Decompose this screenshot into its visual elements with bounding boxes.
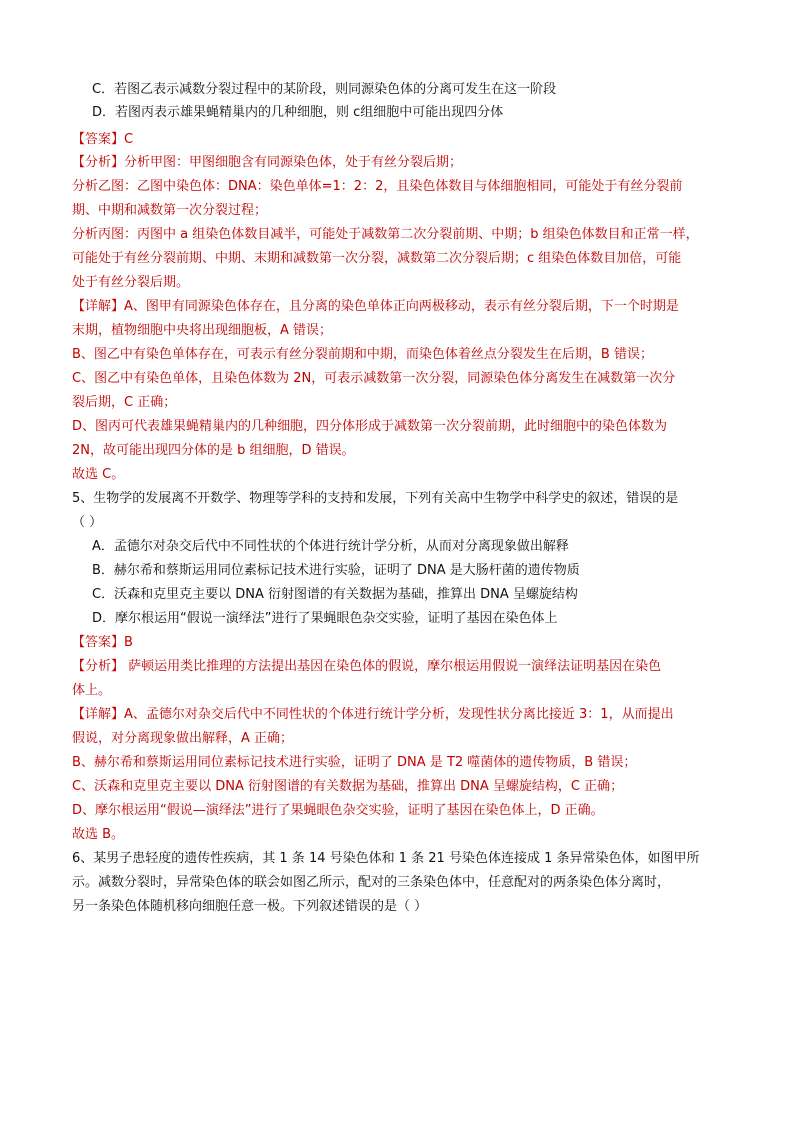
- text-line: 【详解】A、图甲有同源染色体存在，且分离的染色单体正向两极移动，表示有丝分裂后期，下一个时期是: [72, 299, 679, 314]
- text-line: 示。减数分裂时，异常染色体的联会如图乙所示，配对的三条染色体中，任意配对的两条染色体分离时，: [72, 875, 671, 890]
- text-line: D．若图丙表示雄果蝇精巢内的几种细胞，则 c组细胞中可能出现四分体: [92, 105, 504, 120]
- text-line: 【详解】A、孟德尔对杂交后代中不同性状的个体进行统计学分析，发现性状分离比接近 3：1，从而提出: [72, 707, 674, 722]
- text-line: 故选 B。: [72, 827, 125, 842]
- text-line: D．摩尔根运用“假说一演绎法”进行了果蝇眼色杂交实验，证明了基因在染色体上: [92, 611, 558, 626]
- text-line: 2N，故可能出现四分体的是 b 组细胞，D 错误。: [72, 443, 355, 458]
- text-line: B、赫尔希和蔡斯运用同位素标记技术进行实验，证明了 DNA 是 T2 噬菌体的遗传物质，B 错误；: [72, 755, 637, 770]
- text-line: 体上。: [72, 683, 112, 698]
- text-line: C．沃森和克里克主要以 DNA 衍射图谱的有关数据为基础，推算出 DNA 呈螺旋结构: [92, 587, 578, 602]
- text-line: （ ）: [72, 515, 103, 530]
- text-line: 另一条染色体随机移向细胞任意一极。下列叙述错误的是（ ）: [72, 899, 428, 914]
- text-line: B．赫尔希和蔡斯运用同位素标记技术进行实验，证明了 DNA 是大肠杆菌的遗传物质: [92, 563, 580, 578]
- text-line: 分析乙图：乙图中染色体：DNA：染色单体=1：2：2，且染色体数目与体细胞相同，可能处于有丝分裂前: [72, 179, 683, 194]
- text-line: 处于有丝分裂后期。: [72, 275, 190, 290]
- text-line: 【分析】 萨顿运用类比推理的方法提出基因在染色体的假说，摩尔根运用假说一演绎法证明基因在染色: [72, 659, 662, 674]
- text-line: 【答案】C: [72, 132, 134, 147]
- text-line: 【答案】B: [72, 635, 133, 650]
- text-line: A．孟德尔对杂交后代中不同性状的个体进行统计学分析，从而对分离现象做出解释: [92, 539, 569, 554]
- text-line: 分析丙图：丙图中 a 组染色体数目减半，可能处于减数第二次分裂前期、中期；b 组染色体数目和正常一样，: [72, 227, 699, 242]
- text-line: 可能处于有丝分裂前期、中期、末期和减数第一次分裂，减数第二次分裂后期；c 组染色体数目加倍，可能: [72, 251, 682, 266]
- text-line: 裂后期，C 正确；: [72, 395, 177, 410]
- text-line: C、沃森和克里克主要以 DNA 衍射图谱的有关数据为基础，推算出 DNA 呈螺旋结构，C 正确；: [72, 779, 624, 794]
- text-line: C、图乙中有染色单体，且染色体数为 2N，可表示减数第一次分裂，同源染色体分离发生在减数第一次分: [72, 371, 676, 386]
- text-line: B、图乙中有染色单体存在，可表示有丝分裂前期和中期，而染色体着丝点分裂发生在后期，B 错误；: [72, 347, 653, 362]
- text-line: 期、中期和减数第一次分裂过程；: [72, 203, 268, 218]
- text-line: 5、生物学的发展离不开数学、物理等学科的支持和发展，下列有关高中生物学中科学史的叙述，错误的是: [72, 491, 679, 506]
- text-line: 假说，对分离现象做出解释，A 正确；: [72, 731, 294, 746]
- text-line: 【分析】分析甲图：甲图细胞含有同源染色体，处于有丝分裂后期；: [72, 155, 463, 170]
- text-line: 末期，植物细胞中央将出现细胞板，A 错误；: [72, 323, 333, 338]
- text-line: 故选 C。: [72, 467, 125, 482]
- text-line: D、摩尔根运用“假说—演绎法”进行了果蝇眼色杂交实验，证明了基因在染色体上，D 正确。: [72, 803, 604, 818]
- text-line: 6、某男子患轻度的遗传性疾病，其 1 条 14 号染色体和 1 条 21 号染色体连接成 1 条异常染色体，如图甲所: [72, 851, 700, 866]
- text-line: D、图丙可代表雄果蝇精巢内的几种细胞，四分体形成于减数第一次分裂前期，此时细胞中的染色体数为: [72, 419, 668, 434]
- text-line: C．若图乙表示减数分裂过程中的某阶段，则同源染色体的分离可发生在这一阶段: [92, 82, 557, 97]
